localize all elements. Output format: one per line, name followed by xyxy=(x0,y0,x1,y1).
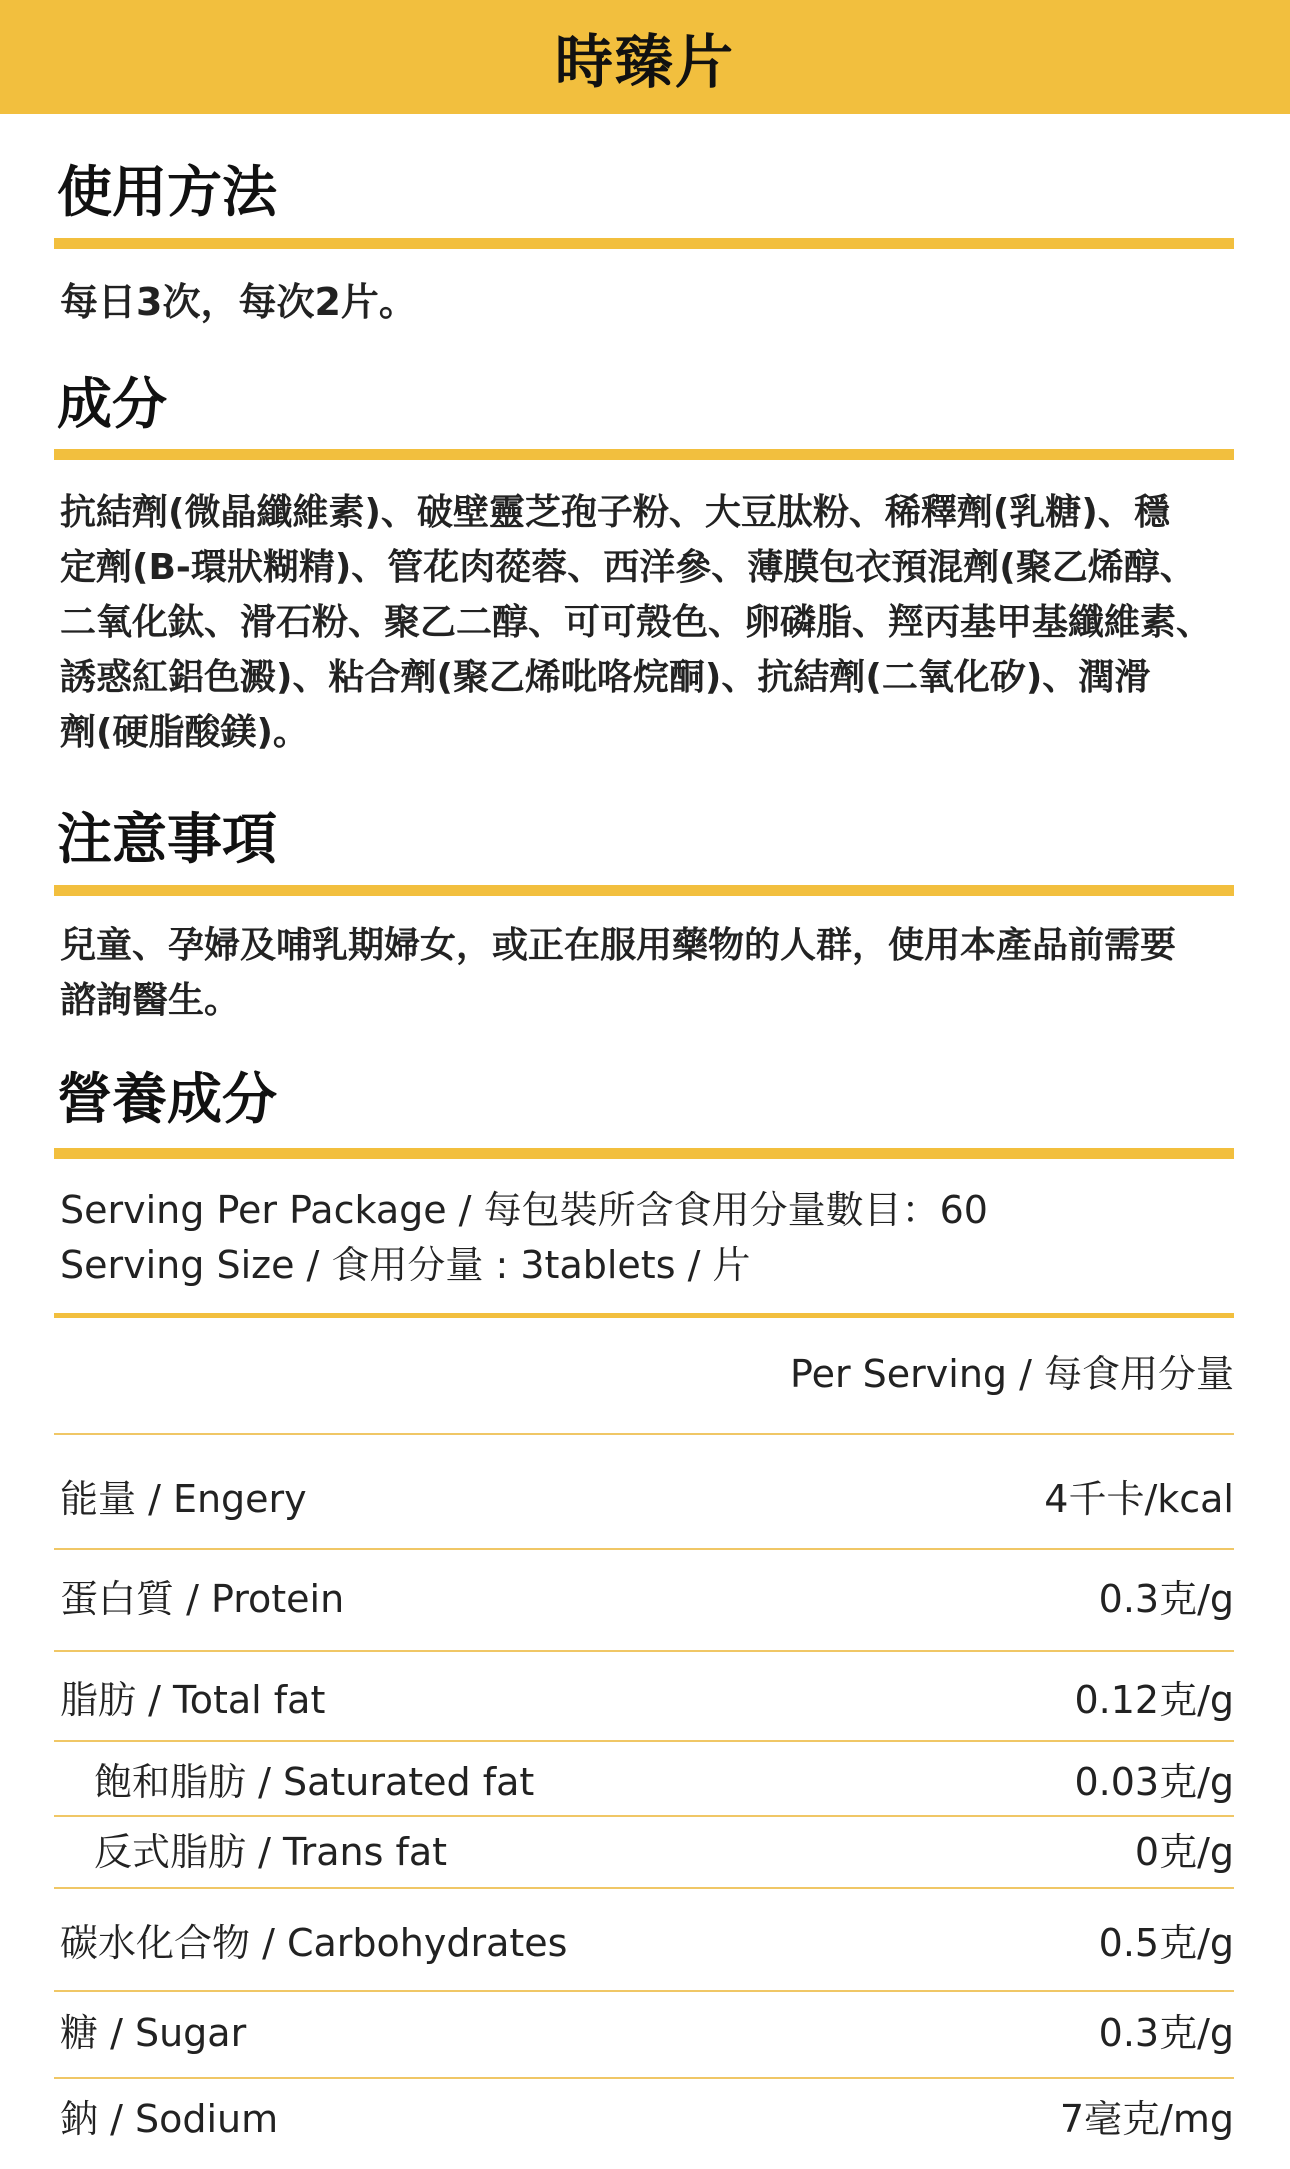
title-banner xyxy=(0,0,1290,114)
usage-text: 每日3次，每次2片。 xyxy=(60,280,417,324)
serving-per-package: Serving Per Package / 每包裝所含食用分量數目：60 xyxy=(60,1188,988,1232)
cautions-divider xyxy=(54,885,1234,896)
ingredients-line: 定劑(B-環狀糊精)、管花肉蓯蓉、西洋參、薄膜包衣預混劑(聚乙烯醇、 xyxy=(60,547,1196,588)
cautions-heading: 注意事項 xyxy=(57,807,278,871)
row-divider xyxy=(54,1815,1234,1817)
nutrition-row-label: 糖 / Sugar xyxy=(60,2011,247,2055)
nutrition-row-value: 0.3克/g xyxy=(1098,2011,1234,2055)
ingredients-divider xyxy=(54,449,1234,460)
nutrition-divider xyxy=(54,1148,1234,1159)
per-serving-header: Per Serving / 每食用分量 xyxy=(790,1352,1234,1396)
row-divider xyxy=(54,1990,1234,1992)
row-divider xyxy=(54,1650,1234,1652)
row-divider xyxy=(54,1548,1234,1550)
row-divider xyxy=(54,1740,1234,1742)
nutrition-row-label: 鈉 / Sodium xyxy=(60,2097,279,2141)
cautions-line: 兒童、孕婦及哺乳期婦女，或正在服用藥物的人群，使用本產品前需要 xyxy=(60,925,1177,966)
nutrition-row-value: 0.12克/g xyxy=(1074,1678,1234,1722)
row-divider xyxy=(54,2077,1234,2079)
nutrition-row-value: 0克/g xyxy=(1134,1830,1234,1874)
nutrition-row-label: 蛋白質 / Protein xyxy=(60,1577,345,1621)
serving-divider xyxy=(54,1313,1234,1318)
cautions-line: 諮詢醫生。 xyxy=(60,980,241,1021)
ingredients-text xyxy=(60,485,1240,760)
cautions-text xyxy=(60,918,1240,1028)
nutrition-row-label: 飽和脂肪 / Saturated fat xyxy=(94,1760,535,1804)
nutrition-row-label: 能量 / Engery xyxy=(60,1477,307,1521)
nutrition-row-label: 碳水化合物 / Carbohydrates xyxy=(60,1921,568,1965)
nutrition-heading: 營養成分 xyxy=(57,1067,278,1131)
ingredients-heading: 成分 xyxy=(57,372,168,436)
serving-size: Serving Size / 食用分量 : 3tablets / 片 xyxy=(60,1243,751,1287)
nutrition-row-value: 0.5克/g xyxy=(1098,1921,1234,1965)
usage-divider xyxy=(54,238,1234,249)
ingredients-line: 二氧化鈦、滑石粉、聚乙二醇、可可殼色、卵磷脂、羥丙基甲基纖維素、 xyxy=(60,602,1213,643)
nutrition-row-value: 7毫克/mg xyxy=(1059,2097,1234,2141)
product-title: 時臻片 xyxy=(554,28,735,96)
nutrition-row-label: 反式脂肪 / Trans fat xyxy=(94,1830,448,1874)
row-divider xyxy=(54,1887,1234,1889)
nutrition-row-value: 4千卡/kcal xyxy=(1044,1477,1234,1521)
nutrition-row-label: 脂肪 / Total fat xyxy=(60,1678,326,1722)
ingredients-line: 劑(硬脂酸鎂)。 xyxy=(60,712,309,753)
nutrition-row-value: 0.3克/g xyxy=(1098,1577,1234,1621)
ingredients-line: 誘惑紅鋁色澱)、粘合劑(聚乙烯吡咯烷酮)、抗結劑(二氧化矽)、潤滑 xyxy=(60,657,1151,698)
nutrition-row-value: 0.03克/g xyxy=(1074,1760,1234,1804)
ingredients-line: 抗結劑(微晶纖維素)、破壁靈芝孢子粉、大豆肽粉、稀釋劑(乳糖)、穩 xyxy=(60,492,1170,533)
table-header-divider xyxy=(54,1433,1234,1435)
usage-heading: 使用方法 xyxy=(57,160,278,224)
